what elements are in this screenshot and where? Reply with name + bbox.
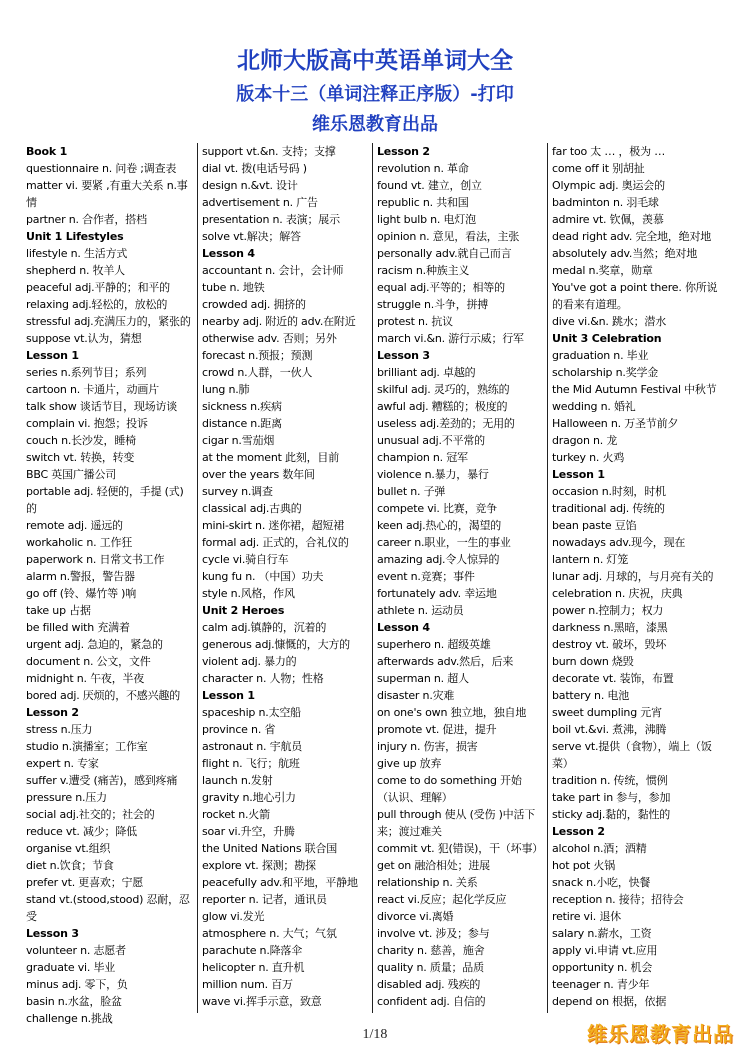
section-heading: Lesson 1 — [202, 689, 255, 702]
vocab-entry: awful adj. 糟糕的；极度的 — [377, 400, 508, 413]
vocab-entry: otherwise adv. 否则；另外 — [202, 332, 337, 345]
vocab-entry: amazing adj.令人惊异的 — [377, 553, 500, 566]
vocab-entry: spaceship n.太空船 — [202, 706, 301, 719]
vocab-entry: astronaut n. 宇航员 — [202, 740, 303, 753]
vocab-entry: studio n.演播室；工作室 — [26, 740, 148, 753]
vocab-entry: protest n. 抗议 — [377, 315, 453, 328]
vocab-entry: come to do something 开始（认识、理解） — [377, 774, 522, 804]
vocab-entry: on one's own 独立地，独自地 — [377, 706, 527, 719]
vocab-entry: lantern n. 灯笼 — [552, 553, 629, 566]
vocab-entry: far too 太 … ，极为 … — [552, 145, 665, 158]
vocab-entry: be filled with 充满着 — [26, 621, 130, 634]
vocab-entry: midnight n. 午夜，半夜 — [26, 672, 145, 685]
vocab-entry: champion n. 冠军 — [377, 451, 468, 464]
vocab-entry: absolutely adv.当然；绝对地 — [552, 247, 698, 260]
vocab-entry: reception n. 接待；招待会 — [552, 893, 684, 906]
vocab-entry: crowd n.人群，一伙人 — [202, 366, 313, 379]
document-title: 北师大版高中英语单词大全 — [237, 48, 513, 74]
vocab-entry: design n.&vt. 设计 — [202, 179, 298, 192]
vocab-entry: scholarship n.奖学金 — [552, 366, 659, 379]
vocab-entry: power n.控制力；权力 — [552, 604, 664, 617]
vocab-entry: cartoon n. 卡通片，动画片 — [26, 383, 159, 396]
vocab-entry: series n.系列节目；系列 — [26, 366, 147, 379]
vocab-entry: social adj.社交的；社会的 — [26, 808, 155, 821]
vocab-entry: brilliant adj. 卓越的 — [377, 366, 476, 379]
vocab-column-3 — [372, 143, 547, 1013]
vocab-entry: gravity n.地心引力 — [202, 791, 296, 804]
section-heading: Lesson 3 — [26, 927, 79, 940]
vocab-entry: get on 融洽相处；进展 — [377, 859, 490, 872]
vocab-entry: formal adj. 正式的，合礼仪的 — [202, 536, 349, 549]
vocab-entry: portable adj. 轻便的，手提 (式)的 — [26, 485, 184, 515]
vocab-entry: stressful adj.充满压力的，紧张的 — [26, 315, 191, 328]
vocab-entry: paperwork n. 日常文书工作 — [26, 553, 165, 566]
vocab-entry: tube n. 地铁 — [202, 281, 265, 294]
vocab-entry: glow vi.发光 — [202, 910, 265, 923]
page-number: 1/18 — [362, 1027, 388, 1042]
vocab-entry: reduce vt. 减少；降低 — [26, 825, 137, 838]
vocab-entry: rocket n.火箭 — [202, 808, 270, 821]
vocab-entry: crowded adj. 拥挤的 — [202, 298, 306, 311]
vocab-entry: alcohol n.酒；酒精 — [552, 842, 647, 855]
vocab-entry: light bulb n. 电灯泡 — [377, 213, 476, 226]
vocab-entry: accountant n. 会计，会计师 — [202, 264, 344, 277]
vocab-entry: darkness n.黑暗，漆黑 — [552, 621, 668, 634]
vocab-entry: apply vi.申请 vt.应用 — [552, 944, 658, 957]
vocab-entry: react vi.反应；起化学反应 — [377, 893, 507, 906]
vocab-entry: presentation n. 表演；展示 — [202, 213, 340, 226]
vocab-entry: relaxing adj.轻松的，放松的 — [26, 298, 168, 311]
vocab-entry: lunar adj. 月球的，与月亮有关的 — [552, 570, 714, 583]
vocab-entry: You've got a point there. 你所说的看来有道理。 — [552, 281, 718, 311]
vocab-entry: province n. 省 — [202, 723, 276, 736]
vocabulary-columns — [22, 143, 722, 1025]
vocab-entry: hot pot 火锅 — [552, 859, 616, 872]
vocab-entry: event n.竞赛；事件 — [377, 570, 475, 583]
vocab-entry: fortunately adv. 幸运地 — [377, 587, 497, 600]
vocab-entry: retire vi. 退休 — [552, 910, 621, 923]
vocab-entry: opportunity n. 机会 — [552, 961, 653, 974]
vocab-entry: involve vt. 涉及；参与 — [377, 927, 490, 940]
vocab-entry: burn down 烧毁 — [552, 655, 634, 668]
vocab-entry: flight n. 飞行；航班 — [202, 757, 300, 770]
section-heading: Unit 1 Lifestyles — [26, 230, 124, 243]
vocab-entry: character n. 人物；性格 — [202, 672, 324, 685]
vocab-entry: bullet n. 子弹 — [377, 485, 446, 498]
vocab-entry: shepherd n. 牧羊人 — [26, 264, 125, 277]
section-heading: Unit 2 Heroes — [202, 604, 285, 617]
vocab-entry: battery n. 电池 — [552, 689, 630, 702]
vocab-entry: mini-skirt n. 迷你裙，超短裙 — [202, 519, 345, 532]
vocab-entry: found vt. 建立，创立 — [377, 179, 482, 192]
vocab-entry: lifestyle n. 生活方式 — [26, 247, 128, 260]
vocab-entry: violent adj. 暴力的 — [202, 655, 297, 668]
vocab-entry: advertisement n. 广告 — [202, 196, 318, 209]
vocab-entry: expert n. 专家 — [26, 757, 99, 770]
vocab-column-4 — [547, 143, 722, 1013]
vocab-entry: stand vt.(stood,stood) 忍耐，忍受 — [26, 893, 190, 923]
vocab-entry: urgent adj. 急迫的，紧急的 — [26, 638, 163, 651]
vocab-entry: admire vt. 钦佩，羡慕 — [552, 213, 664, 226]
vocab-entry: remote adj. 遥远的 — [26, 519, 123, 532]
vocab-entry: turkey n. 火鸡 — [552, 451, 625, 464]
section-heading: Unit 3 Celebration — [552, 332, 662, 345]
vocab-entry: confident adj. 自信的 — [377, 995, 486, 1008]
vocab-entry: survey n.调查 — [202, 485, 273, 498]
vocab-entry: struggle n.斗争，拼搏 — [377, 298, 489, 311]
vocab-entry: generous adj.慷慨的，大方的 — [202, 638, 350, 651]
vocab-entry: sticky adj.黏的，黏性的 — [552, 808, 671, 821]
vocab-entry: soar vi.升空，升腾 — [202, 825, 295, 838]
vocab-entry: kung fu n. （中国）功夫 — [202, 570, 324, 583]
vocab-entry: challenge n.挑战 — [26, 1012, 113, 1025]
vocab-entry: suppose vt.认为，猜想 — [26, 332, 142, 345]
vocab-entry: atmosphere n. 大气；气氛 — [202, 927, 337, 940]
vocab-entry: superman n. 超人 — [377, 672, 469, 685]
vocab-entry: peaceful adj.平静的；和平的 — [26, 281, 170, 294]
vocab-entry: graduation n. 毕业 — [552, 349, 649, 362]
vocab-entry: couch n.长沙发，睡椅 — [26, 434, 136, 447]
section-heading: Lesson 3 — [377, 349, 430, 362]
section-heading: Lesson 4 — [202, 247, 255, 260]
section-heading: Lesson 1 — [26, 349, 79, 362]
vocab-entry: switch vt. 转换，转变 — [26, 451, 135, 464]
vocab-entry: support vt.&n. 支持；支撑 — [202, 145, 336, 158]
vocab-entry: equal adj.平等的；相等的 — [377, 281, 505, 294]
vocab-entry: lung n.肺 — [202, 383, 250, 396]
vocab-entry: wedding n. 婚礼 — [552, 400, 636, 413]
vocab-entry: violence n.暴力，暴行 — [377, 468, 489, 481]
vocab-entry: partner n. 合作者，搭档 — [26, 213, 147, 226]
vocab-entry: the United Nations 联合国 — [202, 842, 338, 855]
section-heading: Lesson 2 — [26, 706, 79, 719]
vocab-entry: sickness n.疾病 — [202, 400, 282, 413]
vocab-entry: the Mid Autumn Festival 中秋节 — [552, 383, 717, 396]
vocab-column-1 — [22, 143, 197, 1025]
vocab-entry: dead right adv. 完全地，绝对地 — [552, 230, 712, 243]
vocab-entry: injury n. 伤害，损害 — [377, 740, 478, 753]
vocab-entry: celebration n. 庆祝，庆典 — [552, 587, 683, 600]
vocab-entry: over the years 数年间 — [202, 468, 315, 481]
watermark-logo: 维乐恩教育出品 — [587, 1022, 734, 1046]
vocab-entry: pressure n.压力 — [26, 791, 107, 804]
vocab-entry: teenager n. 青少年 — [552, 978, 650, 991]
vocab-entry: volunteer n. 志愿者 — [26, 944, 126, 957]
vocab-entry: medal n.奖章，勋章 — [552, 264, 653, 277]
vocab-entry: serve vt.提供（食物），端上（饭菜） — [552, 740, 712, 770]
vocab-entry: minus adj. 零下，负 — [26, 978, 128, 991]
section-heading: Lesson 1 — [552, 468, 605, 481]
vocab-entry: tradition n. 传统，惯例 — [552, 774, 668, 787]
vocab-entry: disaster n.灾难 — [377, 689, 455, 702]
vocab-entry: matter vi. 要紧 ,有重大关系 n.事情 — [26, 179, 188, 209]
vocab-entry: take up 占据 — [26, 604, 91, 617]
vocab-entry: diet n.饮食；节食 — [26, 859, 114, 872]
vocab-entry: talk show 谈话节目，现场访谈 — [26, 400, 178, 413]
vocab-entry: come off it 别胡扯 — [552, 162, 645, 175]
vocab-entry: nearby adj. 附近的 adv.在附近 — [202, 315, 356, 328]
section-heading: Lesson 4 — [377, 621, 430, 634]
vocab-entry: snack n.小吃，快餐 — [552, 876, 651, 889]
vocab-entry: peacefully adv.和平地，平静地 — [202, 876, 358, 889]
vocab-entry: disabled adj. 残疾的 — [377, 978, 481, 991]
vocab-entry: useless adj.差劲的；无用的 — [377, 417, 515, 430]
vocab-entry: solve vt.解决；解答 — [202, 230, 301, 243]
vocab-entry: style n.风格，作风 — [202, 587, 295, 600]
vocab-entry: basin n.水盆，脸盆 — [26, 995, 122, 1008]
vocab-entry: distance n.距离 — [202, 417, 282, 430]
vocab-entry: salary n.薪水，工资 — [552, 927, 652, 940]
vocab-entry: launch n.发射 — [202, 774, 273, 787]
vocab-entry: opinion n. 意见，看法，主张 — [377, 230, 520, 243]
vocab-entry: document n. 公文，文件 — [26, 655, 151, 668]
vocab-column-2 — [197, 143, 372, 1013]
vocab-entry: workaholic n. 工作狂 — [26, 536, 133, 549]
vocab-entry: boil vt.&vi. 煮沸，沸腾 — [552, 723, 667, 736]
vocab-entry: stress n.压力 — [26, 723, 93, 736]
vocab-entry: career n.职业，一生的事业 — [377, 536, 511, 549]
vocab-entry: dragon n. 龙 — [552, 434, 618, 447]
vocab-entry: sweet dumpling 元宵 — [552, 706, 662, 719]
vocab-entry: republic n. 共和国 — [377, 196, 469, 209]
vocab-entry: Halloween n. 万圣节前夕 — [552, 417, 679, 430]
section-heading: Lesson 2 — [552, 825, 605, 838]
vocab-entry: helicopter n. 直升机 — [202, 961, 305, 974]
vocab-entry: badminton n. 羽毛球 — [552, 196, 659, 209]
vocab-entry: bored adj. 厌烦的，不感兴趣的 — [26, 689, 181, 702]
vocab-entry: occasion n.时刻，时机 — [552, 485, 666, 498]
vocab-entry: decorate vt. 装饰，布置 — [552, 672, 674, 685]
vocab-entry: at the moment 此刻，目前 — [202, 451, 340, 464]
vocab-entry: organise vt.组织 — [26, 842, 111, 855]
vocab-entry: wave vi.挥手示意，致意 — [202, 995, 322, 1008]
vocab-entry: complain vi. 抱怨；投诉 — [26, 417, 148, 430]
vocab-entry: promote vt. 促进，提升 — [377, 723, 497, 736]
vocab-entry: classical adj.古典的 — [202, 502, 302, 515]
vocab-entry: BBC 英国广播公司 — [26, 468, 117, 481]
vocab-entry: athlete n. 运动员 — [377, 604, 464, 617]
vocab-entry: questionnaire n. 问卷 ;调查表 — [26, 162, 177, 175]
vocab-entry: commit vt. 犯(错误)，干（坏事） — [377, 842, 544, 855]
vocab-entry: alarm n.警报，警告器 — [26, 570, 135, 583]
vocab-entry: afterwards adv.然后，后来 — [377, 655, 514, 668]
vocab-entry: relationship n. 关系 — [377, 876, 478, 889]
vocab-entry: parachute n.降落伞 — [202, 944, 303, 957]
vocab-entry: go off (铃、爆竹等 )响 — [26, 587, 137, 600]
vocab-entry: dial vt. 拨(电话号码 ) — [202, 162, 307, 175]
vocab-entry: revolution n. 革命 — [377, 162, 469, 175]
vocab-entry: march vi.&n. 游行示威；行军 — [377, 332, 524, 345]
vocab-entry: traditional adj. 传统的 — [552, 502, 665, 515]
vocab-entry: unusual adj.不平常的 — [377, 434, 485, 447]
vocab-entry: dive vi.&n. 跳水；潜水 — [552, 315, 667, 328]
vocab-entry: racism n.种族主义 — [377, 264, 470, 277]
vocab-entry: Olympic adj. 奥运会的 — [552, 179, 665, 192]
vocab-entry: compete vi. 比赛，竞争 — [377, 502, 497, 515]
vocab-entry: reporter n. 记者，通讯员 — [202, 893, 327, 906]
vocab-entry: bean paste 豆馅 — [552, 519, 637, 532]
section-heading: Book 1 — [26, 145, 68, 158]
vocab-entry: explore vt. 探测；勘探 — [202, 859, 316, 872]
vocab-entry: cigar n.雪茄烟 — [202, 434, 275, 447]
vocab-entry: calm adj.镇静的，沉着的 — [202, 621, 327, 634]
vocab-entry: give up 放弃 — [377, 757, 442, 770]
vocab-entry: prefer vt. 更喜欢；宁愿 — [26, 876, 144, 889]
section-heading: Lesson 2 — [377, 145, 430, 158]
document-subtitle: 版本十三（单词注释正序版）-打印 — [236, 84, 514, 105]
vocab-entry: forecast n.预报；预测 — [202, 349, 313, 362]
vocab-entry: pull through 使从 (受伤 )中活下来；渡过难关 — [377, 808, 536, 838]
vocab-entry: graduate vi. 毕业 — [26, 961, 116, 974]
vocab-entry: keen adj.热心的，渴望的 — [377, 519, 502, 532]
vocab-entry: nowadays adv.现今，现在 — [552, 536, 686, 549]
vocab-entry: personally adv.就自己而言 — [377, 247, 512, 260]
vocab-entry: depend on 根据，依据 — [552, 995, 667, 1008]
vocab-entry: cycle vi.骑自行车 — [202, 553, 289, 566]
vocab-entry: skilful adj. 灵巧的，熟练的 — [377, 383, 510, 396]
document-publisher: 维乐恩教育出品 — [312, 114, 438, 135]
vocab-entry: divorce vi.离婚 — [377, 910, 454, 923]
vocab-entry: take part in 参与，参加 — [552, 791, 671, 804]
vocab-entry: superhero n. 超级英雄 — [377, 638, 491, 651]
vocab-entry: destroy vt. 破坏，毁坏 — [552, 638, 667, 651]
vocab-entry: quality n. 质量；品质 — [377, 961, 484, 974]
vocab-entry: million num. 百万 — [202, 978, 293, 991]
vocab-entry: charity n. 慈善，施舍 — [377, 944, 485, 957]
vocab-entry: suffer v.遭受 (痛苦)，感到疼痛 — [26, 774, 178, 787]
